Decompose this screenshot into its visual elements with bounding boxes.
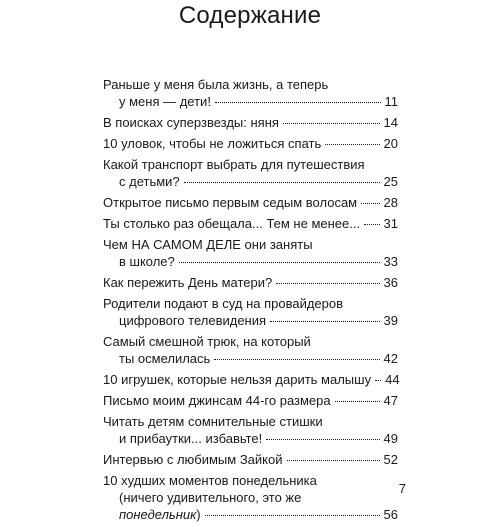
toc-entry-line: 10 уловок, чтобы не ложиться спать xyxy=(103,136,322,151)
toc-entry-line: Раньше у меня была жизнь, а теперь xyxy=(103,77,329,92)
dot-leader xyxy=(270,321,379,322)
toc-page-number: 36 xyxy=(383,275,398,290)
toc-page-number: 52 xyxy=(383,452,398,467)
dot-leader xyxy=(364,224,379,225)
toc-page-number: 47 xyxy=(383,393,398,408)
toc-entry-line: ты осмелилась xyxy=(119,351,211,366)
toc-entry-line: 10 худших моментов понедельника xyxy=(103,473,317,488)
dot-leader xyxy=(283,123,380,124)
toc-page-number: 28 xyxy=(383,195,398,210)
dot-leader xyxy=(276,283,379,284)
toc-entry xyxy=(103,215,398,232)
toc-entry xyxy=(103,156,398,190)
dot-leader xyxy=(361,203,379,204)
dot-leader xyxy=(184,182,380,183)
toc-entry xyxy=(103,392,398,409)
toc-entry-line: Читать детям сомнительные стишки xyxy=(103,414,323,429)
toc-page-number: 56 xyxy=(383,507,398,522)
toc-page-number: 39 xyxy=(383,313,398,328)
toc-entry-line: Письмо моим джинсам 44-го размера xyxy=(103,393,331,408)
toc-entry-line: у меня — дети! xyxy=(119,94,211,109)
toc-entry-line: 10 игрушек, которые нельзя дарить малышу xyxy=(103,372,372,387)
toc-entry xyxy=(103,194,398,211)
toc-entry xyxy=(103,333,398,367)
toc-page-number: 33 xyxy=(383,254,398,269)
toc-entry-line: Самый смешной трюк, на который xyxy=(103,334,311,349)
toc-entry-line: В поисках суперзвезды: няня xyxy=(103,115,279,130)
toc-page-number: 44 xyxy=(385,372,400,387)
toc-entry xyxy=(103,472,398,523)
toc-entry xyxy=(103,274,398,291)
toc-page-number: 25 xyxy=(383,174,398,189)
toc-entry-line: Как пережить День матери? xyxy=(103,275,273,290)
dot-leader xyxy=(287,460,380,461)
toc-page-number: 14 xyxy=(383,115,398,130)
dot-leader xyxy=(266,439,379,440)
dot-leader xyxy=(335,401,380,402)
table-of-contents xyxy=(103,76,398,527)
toc-entry-line: Ты столько раз обещала... Тем не менее... xyxy=(103,216,361,231)
toc-entry xyxy=(103,236,398,270)
page-number: 7 xyxy=(398,481,406,496)
dot-leader xyxy=(179,262,380,263)
toc-entry-line: (ничего удивительного, это же xyxy=(119,490,302,505)
toc-page-number: 11 xyxy=(384,94,398,109)
toc-entry xyxy=(103,451,398,468)
toc-page-number: 31 xyxy=(383,216,398,231)
toc-entry xyxy=(103,371,398,388)
toc-entry xyxy=(103,135,398,152)
toc-entry xyxy=(103,76,398,110)
italic-word: понедельник xyxy=(119,507,197,522)
toc-entry-line: и прибаутки... избавьте! xyxy=(119,431,263,446)
toc-entry-line: Интервью с любимым Зайкой xyxy=(103,452,283,467)
toc-page-number: 49 xyxy=(383,431,398,446)
toc-page-number: 42 xyxy=(383,351,398,366)
page-title: Содержание xyxy=(178,2,322,29)
toc-page-number: 20 xyxy=(383,136,398,151)
toc-entry-line: Родители подают в суд на провайдеров xyxy=(103,296,344,311)
dot-leader xyxy=(214,359,379,360)
toc-entry-line: понедельник) xyxy=(119,507,201,522)
toc-entry-line: в школе? xyxy=(119,254,175,269)
dot-leader xyxy=(375,380,381,381)
toc-entry xyxy=(103,413,398,447)
toc-entry xyxy=(103,114,398,131)
toc-entry-line: цифрового телевидения xyxy=(119,313,267,328)
dot-leader xyxy=(205,515,380,516)
toc-entry xyxy=(103,295,398,329)
dot-leader xyxy=(215,102,381,103)
toc-entry-line: с детьми? xyxy=(119,174,180,189)
toc-entry-line: Какой транспорт выбрать для путешествия xyxy=(103,157,365,172)
dot-leader xyxy=(325,144,379,145)
toc-entry-line: Открытое письмо первым седым волосам xyxy=(103,195,358,210)
toc-entry-line: Чем НА САМОМ ДЕЛЕ они заняты xyxy=(103,237,313,252)
